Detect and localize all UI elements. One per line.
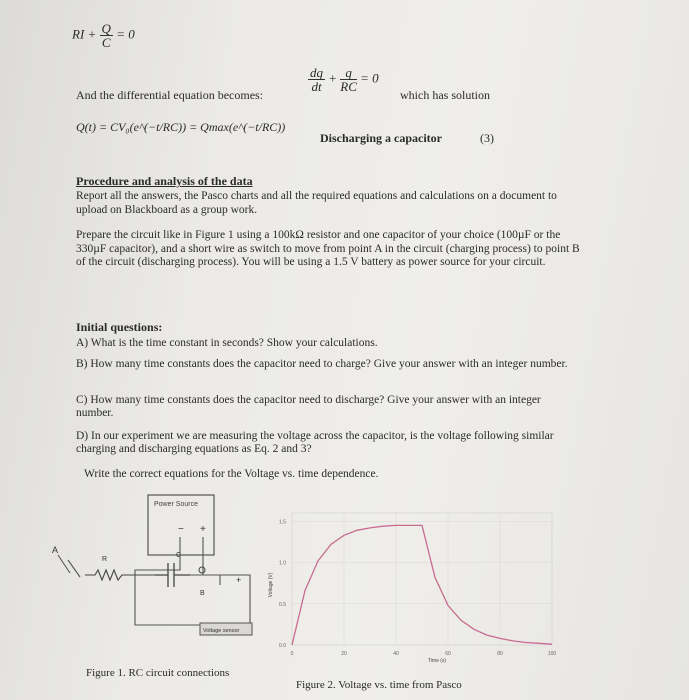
node-c-label: C (176, 552, 182, 559)
question-c: C) How many time constants does the capacitor need to discharge? Give your answer with an integer number. (76, 394, 541, 419)
deq-plus: + (328, 70, 338, 86)
deq-num1: dq (310, 65, 323, 80)
voltage-sensor-label: Voltage sensor (203, 628, 240, 634)
equation-kirchhoff (72, 22, 135, 49)
figure2-caption: Figure 2. Voltage vs. time from Pasco (296, 679, 462, 691)
eq1-numerator: Q (101, 21, 111, 36)
section-name: Discharging a capacitor (320, 131, 442, 145)
voltage-series-line (292, 525, 552, 645)
resistor (85, 570, 155, 580)
deq-num2: q (340, 66, 357, 80)
node-b-circle (199, 567, 205, 573)
deq-den1: dt (311, 79, 322, 94)
differential-equation (308, 66, 379, 93)
capacitor (155, 563, 190, 587)
question-d: D) In our experiment we are measuring the voltage across the capacitor, is the voltage following similar charging and discharging equations as Eq. 2 and 3? (76, 430, 554, 455)
plot-area (292, 513, 552, 645)
node-r-label: R (102, 556, 108, 563)
question-b: B) How many time constants does the capacitor need to charge? Give your answer with an integer number. (76, 358, 568, 370)
eq-number: (3) (480, 131, 494, 145)
deq-right: = 0 (360, 70, 379, 86)
deq-fraction-1 (308, 66, 325, 93)
cap-plus-label: + (236, 575, 242, 585)
eq1-fraction (100, 22, 113, 49)
solution-label: which has solution (400, 88, 490, 102)
chart-grid (292, 513, 552, 645)
y-tick-label: 0.5 (279, 601, 286, 608)
wire-return (135, 575, 220, 625)
x-tick-label: 0 (290, 651, 294, 657)
solution-equation: Q(t) = CV₀(e^(−t/RC)) = Qmax(e^(−t/RC)) (76, 120, 286, 134)
deq-fraction-2 (340, 66, 357, 93)
eq1-left: RI + (72, 26, 97, 42)
x-tick-label: 20 (341, 651, 347, 657)
x-axis-label: Time (s) (427, 658, 447, 664)
procedure-paragraph-1: Report all the answers, the Pasco charts and all the required equations and calculations on a document to upload on Blackboard as a group work. (76, 190, 557, 216)
x-tick-label: 80 (497, 651, 503, 657)
y-ticks (279, 519, 286, 649)
y-tick-label: 0.0 (279, 643, 286, 649)
wire-plus (203, 537, 250, 635)
figure2-chart (262, 505, 562, 665)
procedure-paragraph-2: Prepare the circuit like in Figure 1 using a 100kΩ resistor and one capacitor of your choice (100µF or the 330µF capacitor), and a short wire as switch to move from point A in the circuit (charging process) to point B of the circuit (discharging process). You will be using a 1.5 V battery as power source for your circuit. (76, 229, 580, 268)
power-source-label: Power Source (154, 501, 198, 508)
question-write: Write the correct equations for the Voltage vs. time dependence. (84, 468, 379, 480)
question-a: A) What is the time constant in seconds? Show your calculations. (76, 337, 378, 349)
figure1-caption: Figure 1. RC circuit connections (86, 667, 230, 679)
y-tick-label: 1.0 (279, 560, 286, 567)
y-axis-label: Voltage (V) (268, 572, 274, 598)
node-a-label: A (52, 545, 59, 555)
eq1-denominator: C (101, 35, 111, 50)
x-tick-label: 40 (393, 651, 399, 657)
procedure-heading: Procedure and analysis of the data (76, 174, 253, 188)
deq-den2: RC (340, 79, 357, 94)
ps-minus: − (178, 524, 184, 535)
questions-heading: Initial questions: (76, 320, 163, 334)
ps-plus: + (200, 524, 206, 535)
x-tick-label: 60 (445, 651, 451, 657)
x-tick-label: 100 (547, 651, 557, 657)
x-ticks (291, 651, 557, 657)
node-b-label: B (200, 590, 205, 597)
eq1-right: = 0 (116, 26, 135, 42)
wire-minus (135, 537, 180, 605)
diffeq-label: And the differential equation becomes: (76, 88, 264, 102)
y-tick-label: 1.5 (279, 519, 286, 526)
wire-bottom (58, 555, 80, 577)
